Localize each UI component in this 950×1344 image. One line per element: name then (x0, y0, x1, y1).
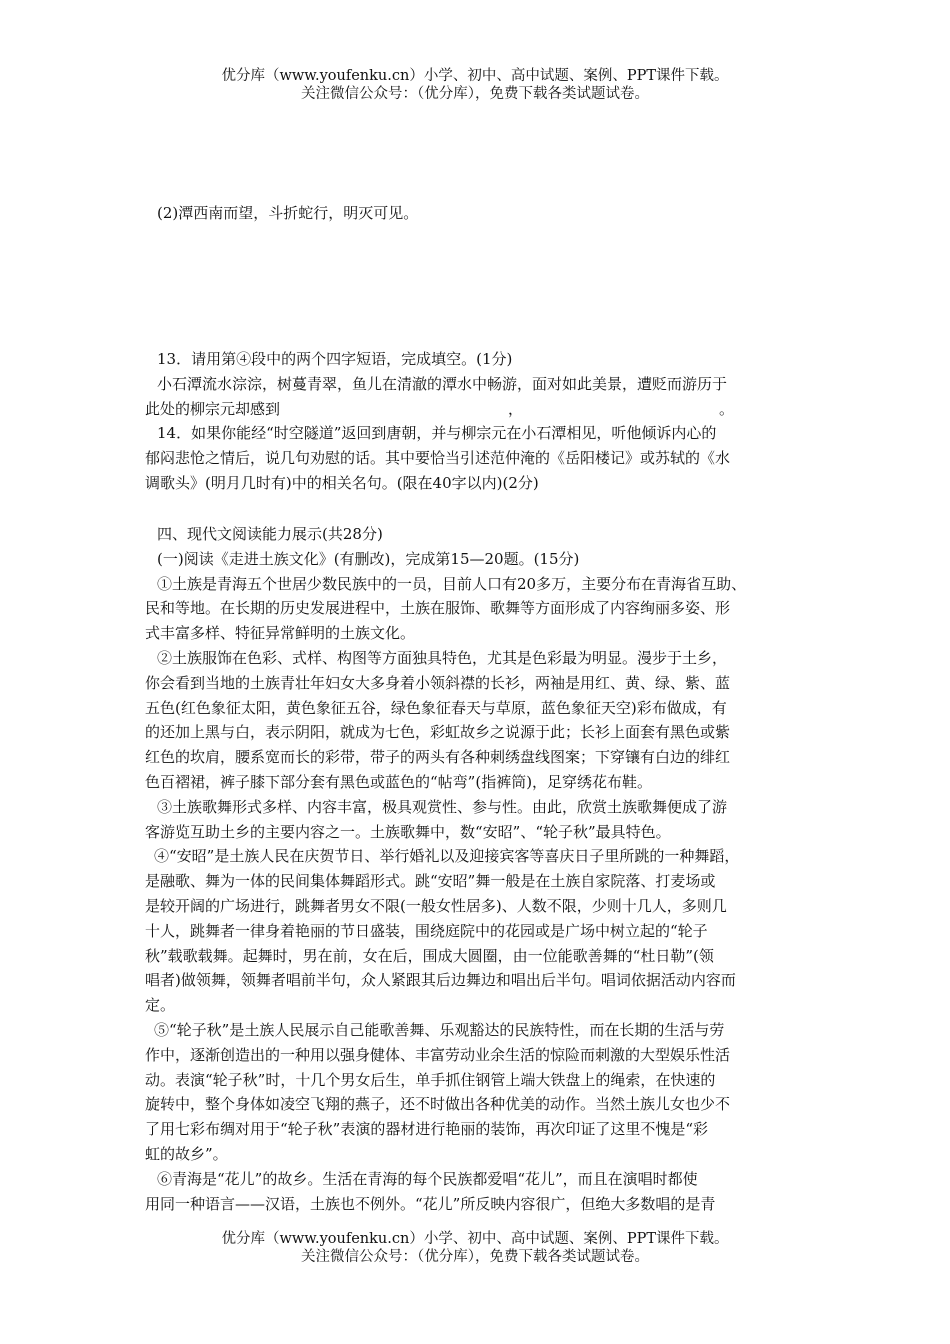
header-line-1: 优分库（www.youfenku.cn）小学、初中、高中试题、案例、PPT课件下载。 (221, 68, 729, 84)
header-line-2: 关注微信公众号：（优分库），免费下载各类试题试卷。 (301, 86, 649, 102)
paragraph-line: 是融歌、舞为一体的民间集体舞蹈形式。跳“安昭”舞一般是在土族自家院落、打麦场或 (145, 872, 716, 891)
q12-part2 (145, 201, 811, 226)
paragraph-1 (145, 572, 811, 646)
section-4-title: 四、现代文阅读能力展示(共28分) (157, 525, 383, 543)
paragraph-line: ④“安昭”是土族人民在庆贺节日、举行婚礼以及迎接宾客等喜庆日子里所跳的一种舞蹈， (154, 847, 740, 866)
paragraph-3 (145, 795, 811, 845)
paragraph-line: 用同一种语言——汉语，土族也不例外。“花儿”所反映内容很广，但绝大多数唱的是青 (145, 1194, 716, 1213)
page-header (0, 67, 950, 103)
q14-line-2: 郁闷悲怆之情后，说几句劝慰的话。其中要恰当引述范仲淹的《岳阳楼记》或苏轼的《水 (145, 449, 731, 468)
paragraph-5 (145, 1018, 811, 1167)
q13-block (145, 347, 811, 496)
q13-comma: ， (508, 399, 524, 418)
paragraph-line: 十人，跳舞者一律身着艳丽的节日盛装，围绕庭院中的花园或是广场中树立起的“轮子 (145, 921, 708, 940)
paragraph-line: 你会看到当地的土族青壮年妇女大多身着小领斜襟的长衫，两袖是用红、黄、绿、紫、蓝 (145, 673, 731, 692)
page-footer (0, 1230, 950, 1266)
paragraph-line: 民和等地。在长期的历史发展进程中，土族在服饰、歌舞等方面形成了内容绚丽多姿、形 (145, 599, 731, 618)
paragraph-line: 客游览互助土乡的主要内容之一。土族歌舞中，数“安昭”、“轮子秋”最具特色。 (145, 822, 671, 841)
paragraph-line: 作中，逐渐创造出的一种用以强身健体、丰富劳动业余生活的惊险而刺激的大型娱乐性活 (145, 1045, 731, 1064)
paragraph-line: ⑤“轮子秋”是土族人民展示自己能歌善舞、乐观豁达的民族特性，而在长期的生活与劳 (154, 1020, 725, 1039)
q14-line-1: 14．如果你能经“时空隧道”返回到唐朝，并与柳宗元在小石潭相见，听他倾诉内心的 (157, 424, 717, 443)
q13-period: 。 (719, 399, 735, 418)
q12-part2-text: (2)潭西南而望，斗折蛇行，明灭可见。 (157, 204, 419, 222)
paragraph-line: 五色(红色象征太阳，黄色象征五谷，绿色象征春天与草原，蓝色象征天空)彩布做成，有 (145, 698, 727, 717)
paragraph-line: 虹的故乡”。 (145, 1144, 228, 1163)
paragraph-line: 的还加上黑与白，表示阴阳，就成为七色，彩虹故乡之说源于此；长衫上面套有黑色或紫 (145, 723, 731, 742)
q13-line-2 (145, 397, 811, 422)
paragraph-6 (145, 1167, 811, 1217)
paragraph-2 (145, 646, 811, 795)
paragraph-line: 了用七彩布绸对用于“轮子秋”表演的器材进行艳丽的装饰，再次印证了这里不愧是“彩 (145, 1120, 709, 1139)
q13-line-1: 小石潭流水淙淙，树蔓青翠，鱼儿在清澈的潭水中畅游，面对如此美景，遭贬而游历于 (157, 374, 728, 393)
paragraph-line: 红色的坎肩，腰系宽而长的彩带，带子的两头有各种刺绣盘线图案；下穿镶有白边的绯红 (145, 748, 731, 767)
footer-line-2: 关注微信公众号：（优分库），免费下载各类试题试卷。 (301, 1249, 649, 1265)
paragraph-4 (145, 844, 811, 1018)
paragraph-line: 秋”载歌载舞。起舞时，男在前，女在后，围成大圆圈，由一位能歌善舞的“杜日勒”(领 (145, 946, 714, 965)
q13-prompt: 13．请用第④段中的两个四字短语，完成填空。(1分) (157, 350, 513, 368)
q13-line-2-text: 此处的柳宗元却感到 (145, 399, 281, 418)
section-4 (145, 522, 811, 1216)
paragraph-line: 动。表演“轮子秋”时，十几个男女后生，单手抓住钢管上端大铁盘上的绳索，在快速的 (145, 1070, 716, 1089)
footer-line-1: 优分库（www.youfenku.cn）小学、初中、高中试题、案例、PPT课件下载。 (221, 1231, 729, 1247)
paragraph-line: 旋转中，整个身体如凌空飞翔的燕子，还不时做出各种优美的动作。当然土族儿女也少不 (145, 1095, 731, 1114)
paragraph-line: 唱者)做领舞，领舞者唱前半句，众人紧跟其后边舞边和唱出后半句。唱词依据活动内容而 (145, 971, 736, 990)
paragraph-line: ①土族是青海五个世居少数民族中的一员，目前人口有20多万，主要分布在青海省互助、 (157, 574, 747, 593)
paragraph-line: 色百褶裙，裤子膝下部分套有黑色或蓝色的“帖弯”(指裤筒)，足穿绣花布鞋。 (145, 772, 653, 791)
paragraph-line: 式丰富多样、特征异常鲜明的土族文化。 (145, 624, 416, 643)
paragraph-line: 定。 (145, 996, 176, 1015)
paragraph-line: 是较开阔的广场进行，跳舞者男女不限(一般女性居多)、人数不限，少则十几人，多则几 (145, 896, 727, 915)
q14-line-3: 调歌头》(明月几时有)中的相关名句。(限在40字以内)(2分) (145, 473, 539, 492)
paragraph-line: ②土族服饰在色彩、式样、构图等方面独具特色，尤其是色彩最为明显。漫步于土乡， (157, 648, 728, 667)
paragraph-line: ⑥青海是“花儿”的故乡。生活在青海的每个民族都爱唱“花儿”，而且在演唱时都使 (157, 1169, 698, 1188)
paragraph-line: ③土族歌舞形式多样、内容丰富，极具观赏性、参与性。由此，欣赏土族歌舞便成了游 (157, 797, 728, 816)
section-4-part1: (一)阅读《走进土族文化》(有删改)，完成第15—20题。(15分) (157, 549, 580, 568)
